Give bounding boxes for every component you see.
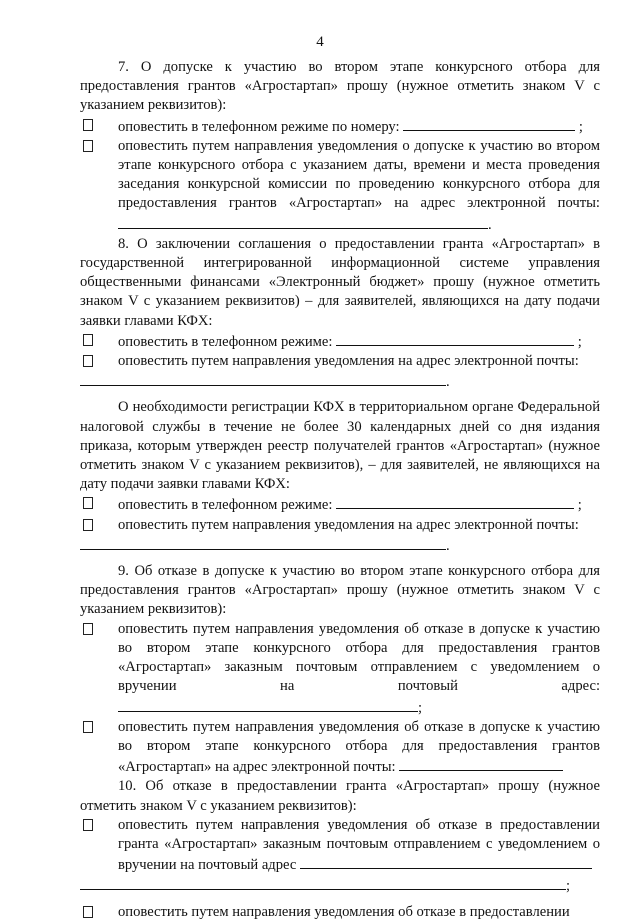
checkbox[interactable] [83,623,93,635]
checkbox[interactable] [83,819,93,831]
section-8-heading-2: О необходимости регистрации КФХ в территориальном органе Федеральной налоговой службы в течение не более 30 календарных дней со дня издания приказа, которым утвержден реестр получателей грантов «Агростартап» (нужное отметить знаком V с указанием реквизитов), – для заявителей, не являющихся на дату подачи заявки главами КФХ: [80,399,600,493]
phone-field[interactable] [336,494,574,509]
page-number: 4 [316,34,324,50]
email-field[interactable] [118,214,488,229]
section-7-heading: 7. О допуске к участию во втором этапе конкурсного отбора для предоставления грантов «Агростартап» прошу (нужное отметить знаком V с указанием реквизитов): [80,59,600,114]
section-8-heading: 8. О заключении соглашения о предоставлении гранта «Агростартап» в государственной интегрированной информационной системе управления общественными финансами «Электронный бюджет» прошу (нужное отметить знаком V с указанием реквизитов) – для заявителей, являющихся на дату подачи заявки главами КФХ: [80,235,600,329]
email-line: . [80,371,600,392]
section-9-option-post: оповестить путем направления уведомления об отказе в допуске к участию во втором этапе конкурсного отбора для предоставления грантов «Агростартап» заказным почтовым отправлением с уведомлением о вручении на почтовый адрес: ; [80,620,600,718]
checkbox[interactable] [83,721,93,733]
checkbox[interactable] [83,355,93,367]
email-field[interactable] [399,756,563,771]
section-9-option-email: оповестить путем направления уведомления об отказе в допуске к участию во втором этапе конкурсного отбора для предоставления грантов «Агростартап» на адрес электронной почты: [80,718,600,778]
postal-address-field[interactable] [80,875,566,890]
checkbox[interactable] [83,119,93,131]
section-10-heading: 10. Об отказе в предоставлении гранта «Агростартап» прошу (нужное отметить знаком V с указанием реквизитов): [80,778,600,814]
email-line: . [80,535,600,556]
section-8-option-phone-2: оповестить в телефонном режиме: ; [80,494,600,515]
email-field[interactable] [80,371,446,386]
section-10-option-post: оповестить путем направления уведомления об отказе в предоставлении гранта «Агростартап» заказным почтовым отправлением с уведомлением о вручении на почтовый адрес [80,816,600,876]
section-9-heading: 9. Об отказе в допуске к участию во втором этапе конкурсного отбора для предоставления грантов «Агростартап» прошу (нужное отметить знаком V с указанием реквизитов): [80,563,600,618]
checkbox[interactable] [83,519,93,531]
postal-address-line: ; [80,875,600,896]
document-body [80,58,600,922]
checkbox[interactable] [83,140,93,152]
checkbox[interactable] [83,906,93,918]
section-8-option-email-2: оповестить путем направления уведомления на адрес электронной почты: [80,516,600,535]
section-7-option-email: оповестить путем направления уведомления о допуске к участию во втором этапе конкурсного отбора с указанием даты, времени и места проведения заседания конкурсной комиссии по проведению конкурсного отбора для предоставления грантов «Агростартап» на адрес электронной почты: . [80,137,600,235]
section-8-option-email: оповестить путем направления уведомления на адрес электронной почты: [80,352,600,371]
section-8-option-phone: оповестить в телефонном режиме: ; [80,331,600,352]
checkbox[interactable] [83,497,93,509]
checkbox[interactable] [83,334,93,346]
email-field[interactable] [80,535,446,550]
postal-address-field[interactable] [118,697,418,712]
section-7-option-phone: оповестить в телефонном режиме по номеру: ; [80,116,600,137]
phone-field[interactable] [336,331,574,346]
postal-address-field[interactable] [300,854,592,869]
phone-field[interactable] [403,116,575,131]
section-10-option-email: оповестить путем направления уведомления об отказе в предоставлении [80,903,600,922]
